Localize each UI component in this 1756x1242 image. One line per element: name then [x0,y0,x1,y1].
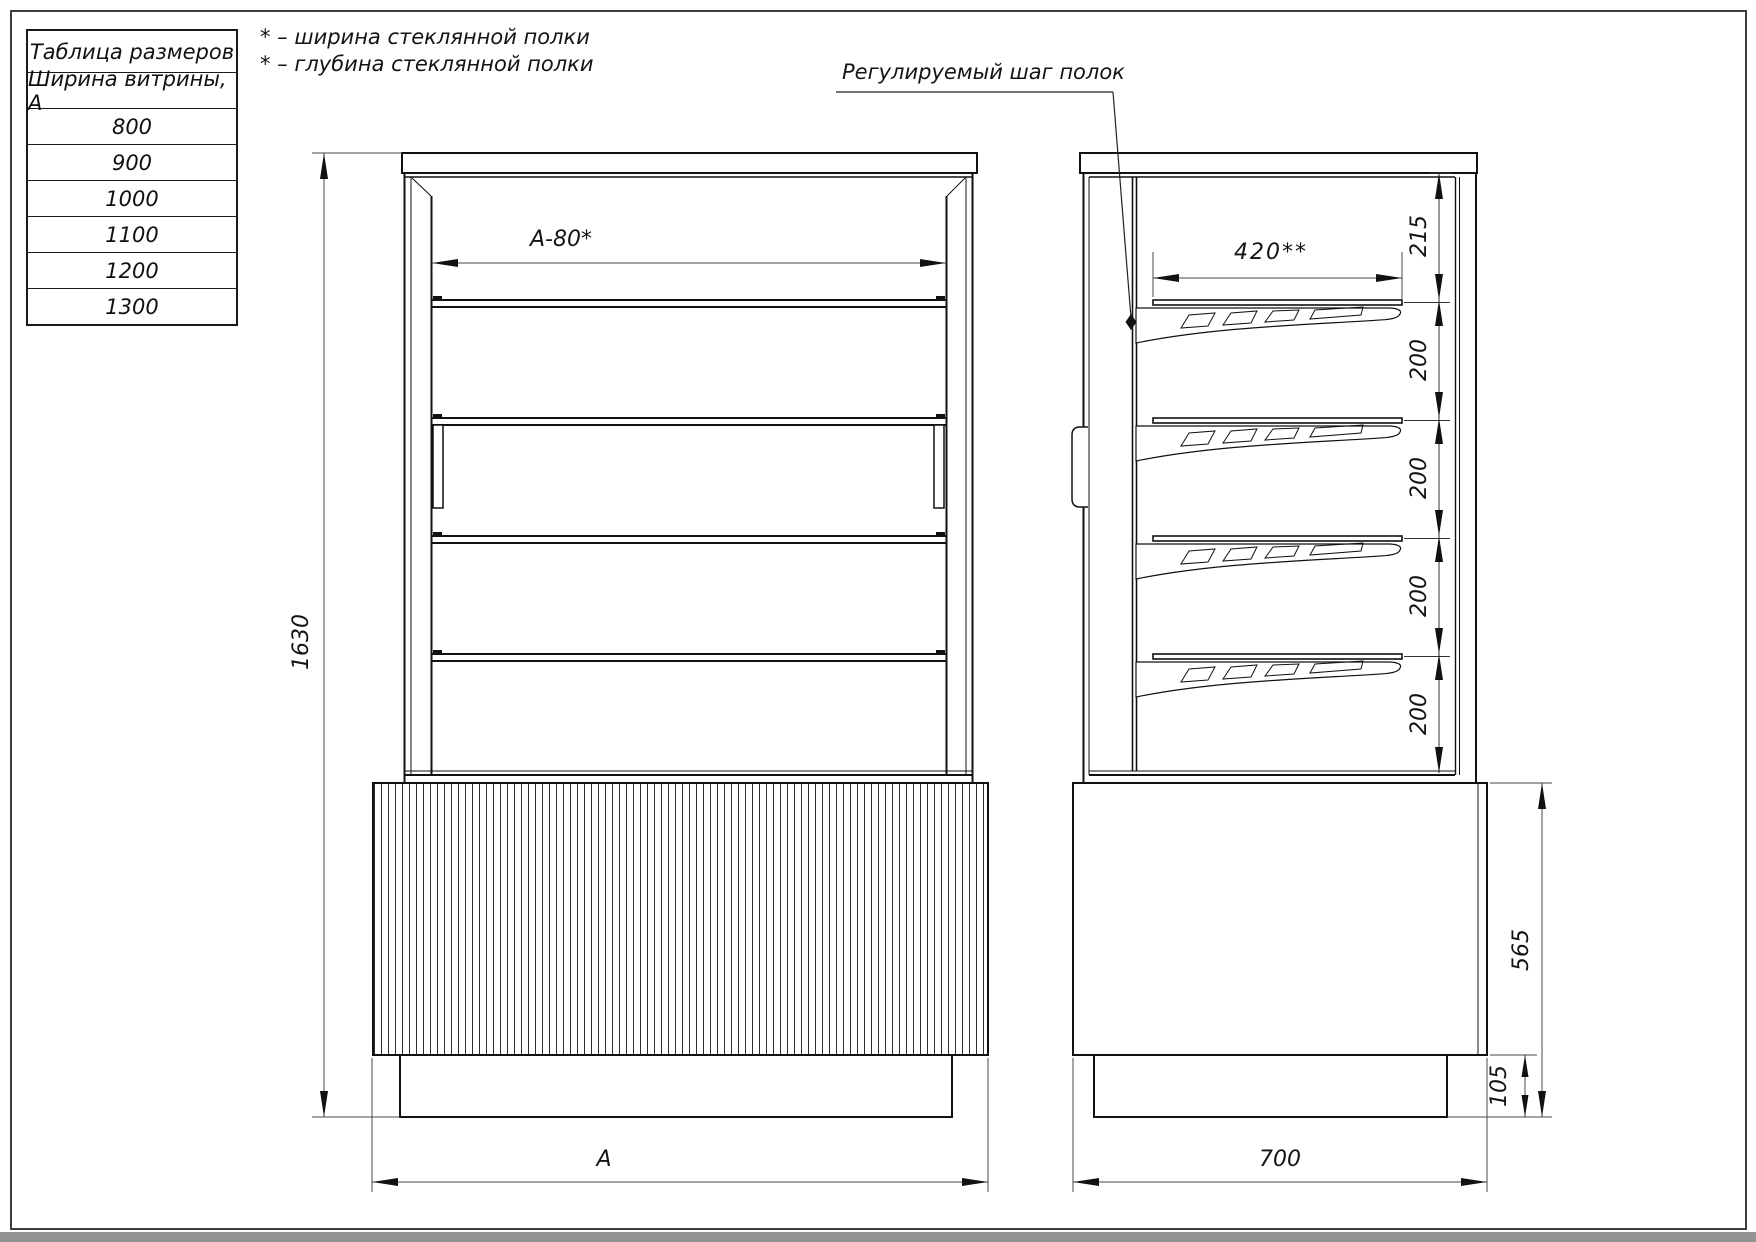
front-shelves [432,296,946,661]
leader-diamond-marker [1126,314,1137,330]
note-shelf-depth: * – глубина стеклянной полки [260,52,594,76]
dim-shelf-pitch-chain [1407,173,1452,773]
side-view [1072,153,1487,1117]
dim-top-gap-label: 215 [1407,215,1432,257]
dim-height-label: 1630 [289,614,314,670]
door-handle-left [433,425,443,508]
size-table-value: 1100 [28,216,236,252]
dim-pitch-label: 200 [1407,693,1432,735]
dim-plinth-height [1447,1055,1552,1117]
size-table-value: 1300 [28,288,236,324]
callout-adjustable-shelves: Регулируемый шаг полок [842,60,1125,84]
side-shelves [1136,300,1450,697]
dim-pitch-label: 200 [1407,457,1432,499]
side-door-handle [1072,427,1088,507]
dim-overall-depth-label: 700 [1259,1147,1301,1172]
side-base [1073,783,1487,1055]
size-table-header: Ширина витрины, А [28,72,236,108]
dim-shelf-depth-label: 420** [1234,240,1308,265]
note-shelf-width: * – ширина стеклянной полки [260,25,590,49]
side-plinth [1094,1055,1447,1117]
dim-overall-width-label: A [596,1147,612,1172]
size-table-value: 900 [28,144,236,180]
dim-shelf-width [432,227,946,267]
size-table-title: Таблица размеров [29,39,235,64]
size-table-value: 1000 [28,180,236,216]
dim-pitch-label: 200 [1407,575,1432,617]
door-handle-right [934,425,944,508]
dim-plinth-height-label: 105 [1487,1065,1512,1107]
size-table-value: 1200 [28,252,236,288]
callout-leader [836,92,1137,330]
size-table-value: 800 [28,108,236,144]
front-view [373,153,988,1117]
dim-base-height-label: 565 [1509,929,1534,971]
dim-pitch-label: 200 [1407,339,1432,381]
dim-shelf-width-label: A-80* [530,227,592,252]
dim-shelf-depth [1153,240,1402,300]
front-plinth [400,1055,952,1117]
front-base [373,783,988,1055]
